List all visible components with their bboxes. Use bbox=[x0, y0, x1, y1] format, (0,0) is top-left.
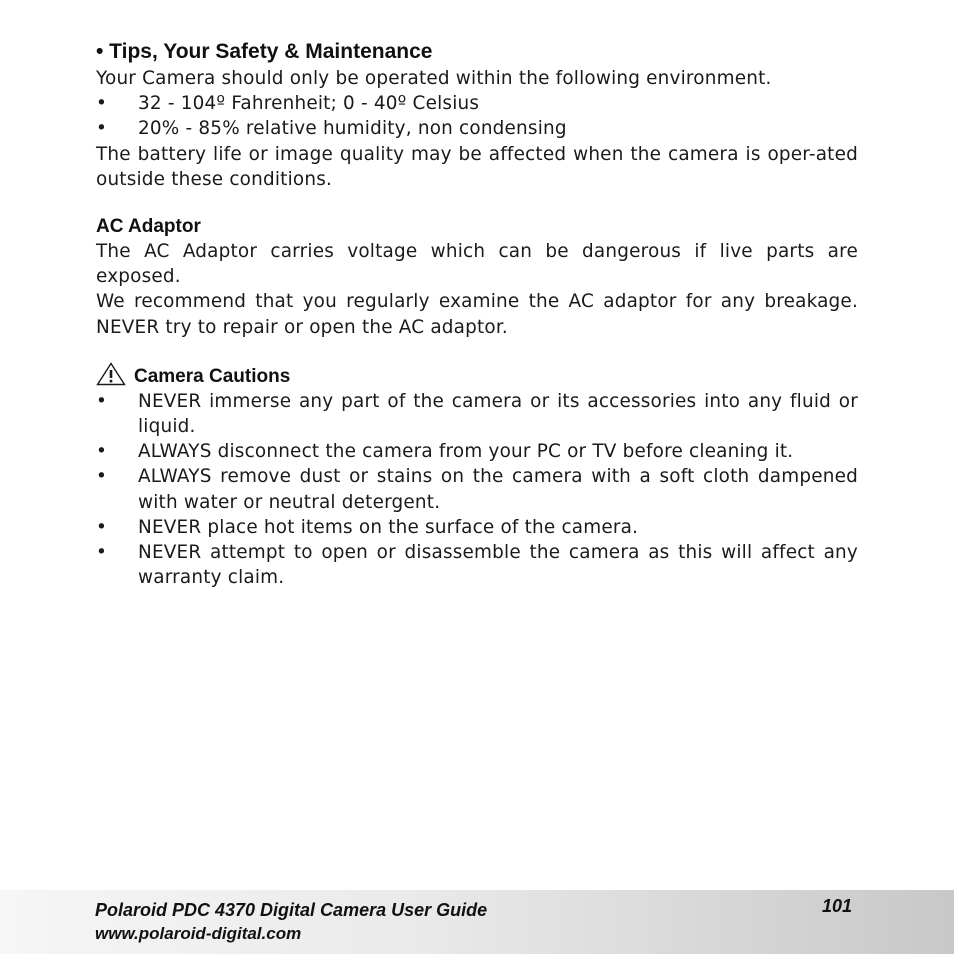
list-item bbox=[96, 464, 858, 514]
list-item bbox=[96, 389, 858, 439]
bullet-icon: • bbox=[96, 93, 108, 115]
environment-intro: Your Camera should only be operated within the following environment. bbox=[96, 68, 772, 89]
list-item-text: 32 - 104º Fahrenheit; 0 - 40º Celsius bbox=[138, 93, 480, 115]
footer-guide-title: Polaroid PDC 4370 Digital Camera User Guide bbox=[95, 900, 488, 920]
list-item bbox=[96, 116, 858, 141]
list-item-text: NEVER immerse any part of the camera or its accessories into any fluid or liquid. bbox=[138, 390, 858, 438]
bullet-icon: • bbox=[96, 118, 108, 140]
bullet-icon: • bbox=[96, 516, 108, 538]
page-number: 101 bbox=[822, 896, 853, 916]
environment-conditions-list bbox=[96, 91, 858, 141]
list-item bbox=[96, 91, 858, 116]
footer-website-link[interactable]: www.polaroid-digital.com bbox=[95, 924, 302, 943]
battery-note: The battery life or image quality may be affected when the camera is oper-ated outside these conditions. bbox=[96, 143, 858, 190]
warning-triangle-icon bbox=[96, 362, 134, 389]
bullet-icon: • bbox=[96, 390, 108, 412]
list-item bbox=[96, 540, 858, 590]
list-item bbox=[96, 439, 858, 464]
page-footer bbox=[0, 890, 954, 954]
bullet-icon: • bbox=[96, 441, 108, 463]
camera-cautions-heading-row bbox=[96, 364, 858, 389]
page-content bbox=[96, 38, 858, 590]
camera-cautions-list bbox=[96, 389, 858, 591]
list-item-text: ALWAYS disconnect the camera from your PC or TV before cleaning it. bbox=[138, 441, 794, 463]
ac-adaptor-heading: AC Adaptor bbox=[96, 216, 201, 238]
list-item-text: NEVER place hot items on the surface of the camera. bbox=[138, 516, 639, 538]
spacer bbox=[96, 192, 858, 214]
list-item-text: ALWAYS remove dust or stains on the camera with a soft cloth dampened with water or neutral detergent. bbox=[138, 466, 858, 513]
section-heading-tips: • Tips, Your Safety & Maintenance bbox=[96, 40, 433, 63]
list-item bbox=[96, 515, 858, 540]
bullet-icon: • bbox=[96, 466, 108, 488]
list-item-text: NEVER attempt to open or disassemble the camera as this will affect any warranty claim. bbox=[138, 542, 858, 589]
spacer bbox=[96, 340, 858, 364]
camera-cautions-heading: Camera Cautions bbox=[134, 365, 291, 387]
list-item-text: 20% - 85% relative humidity, non condensing bbox=[138, 118, 567, 140]
ac-adaptor-paragraph-2: We recommend that you regularly examine the AC adaptor for any breakage. NEVER try to repair or open the AC adaptor. bbox=[96, 291, 858, 338]
ac-adaptor-paragraph-1: The AC Adaptor carries voltage which can be dangerous if live parts are exposed. bbox=[96, 241, 858, 288]
bullet-icon: • bbox=[96, 542, 108, 564]
